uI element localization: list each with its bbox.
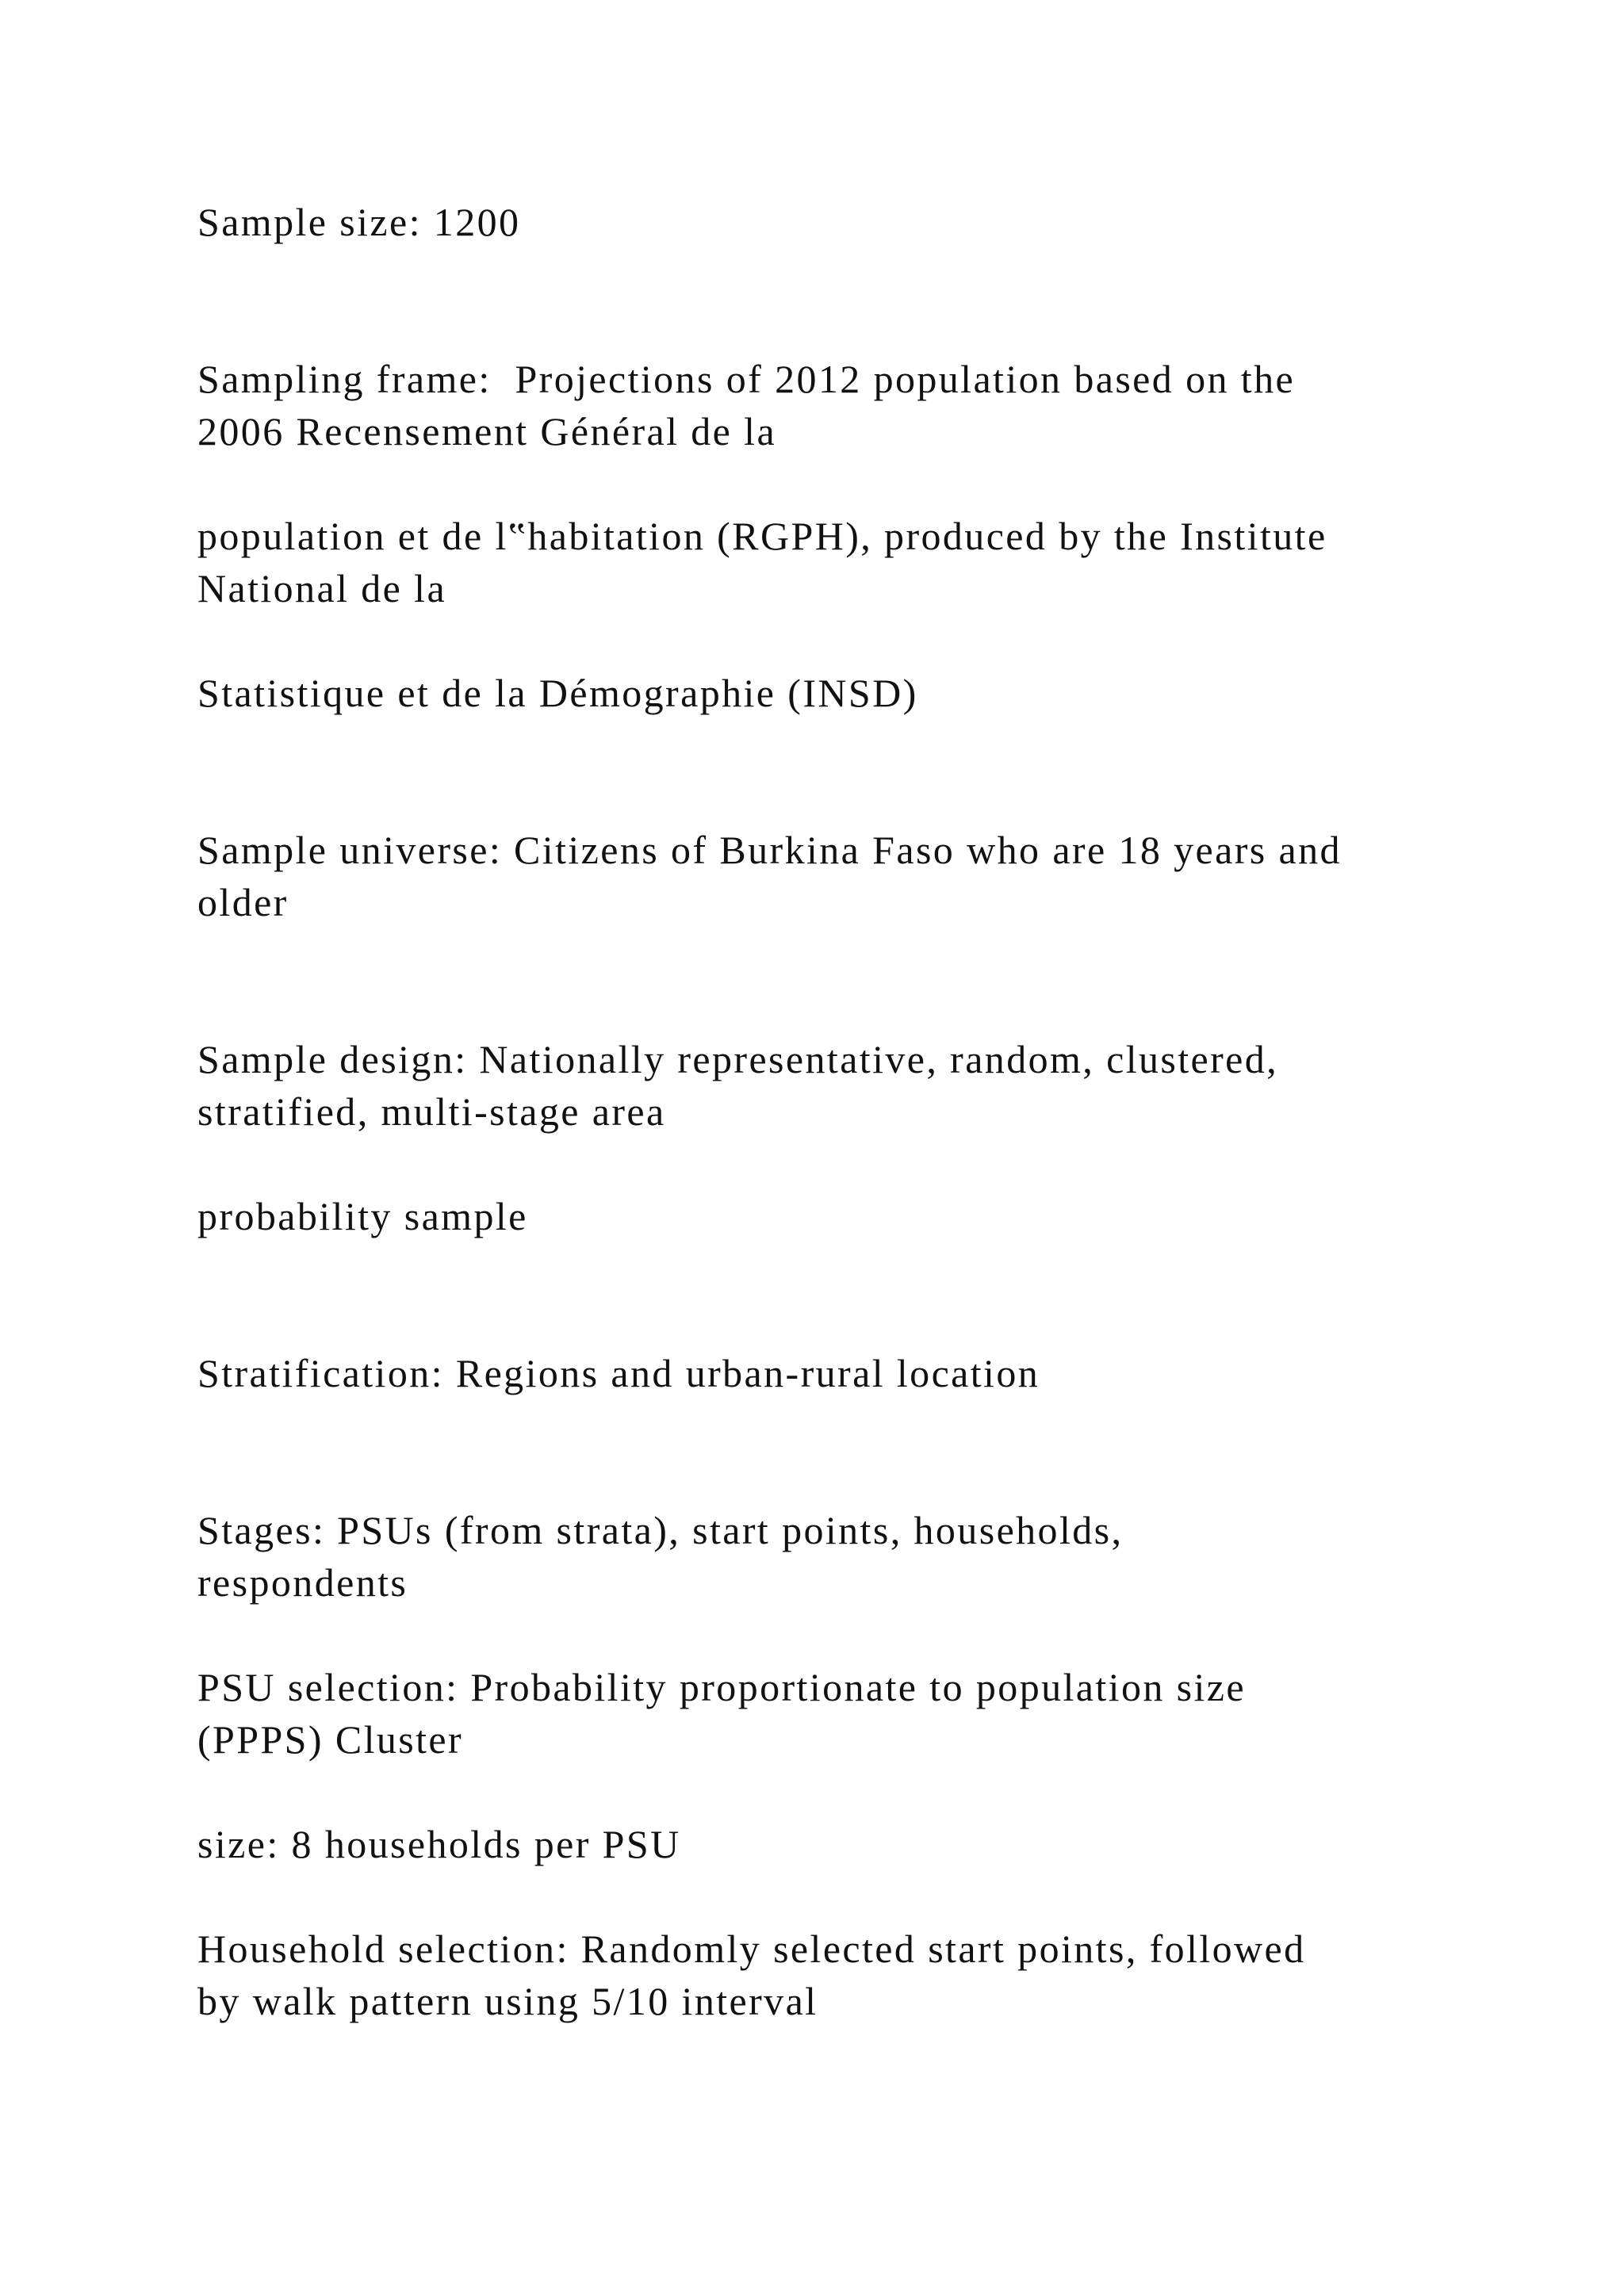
population-line-2: National de la xyxy=(197,566,447,610)
stages-line-2: respondents xyxy=(197,1560,408,1605)
sampling-frame-line-2: 2006 Recensement Général de la xyxy=(197,409,777,453)
sample-size-line: Sample size: 1200 xyxy=(197,200,521,244)
sampling-frame-line-1: Sampling frame: Projections of 2012 population based on the xyxy=(197,357,1296,401)
sample-universe-line-2: older xyxy=(197,880,289,924)
statistique-line: Statistique et de la Démographie (INSD) xyxy=(197,671,918,715)
stages-line-1: Stages: PSUs (from strata), start points, households, xyxy=(197,1508,1124,1552)
sample-design-line-1: Sample design: Nationally representative, random, clustered, xyxy=(197,1037,1279,1081)
sample-universe-line-1: Sample universe: Citizens of Burkina Faso who are 18 years and xyxy=(197,828,1342,872)
psu-selection-line-1: PSU selection: Probability proportionate to population size xyxy=(197,1665,1246,1709)
cluster-size-line: size: 8 households per PSU xyxy=(197,1822,681,1866)
probability-sample-line: probability sample xyxy=(197,1194,528,1238)
household-selection-line-1: Household selection: Randomly selected start points, followed xyxy=(197,1927,1306,1971)
stratification-line: Stratification: Regions and urban-rural location xyxy=(197,1351,1040,1395)
psu-selection-line-2: (PPPS) Cluster xyxy=(197,1717,464,1762)
household-selection-line-2: by walk pattern using 5/10 interval xyxy=(197,1979,818,2023)
sample-design-line-2: stratified, multi-stage area xyxy=(197,1089,666,1134)
population-line-1: population et de l‟habitation (RGPH), produced by the Institute xyxy=(197,514,1327,558)
